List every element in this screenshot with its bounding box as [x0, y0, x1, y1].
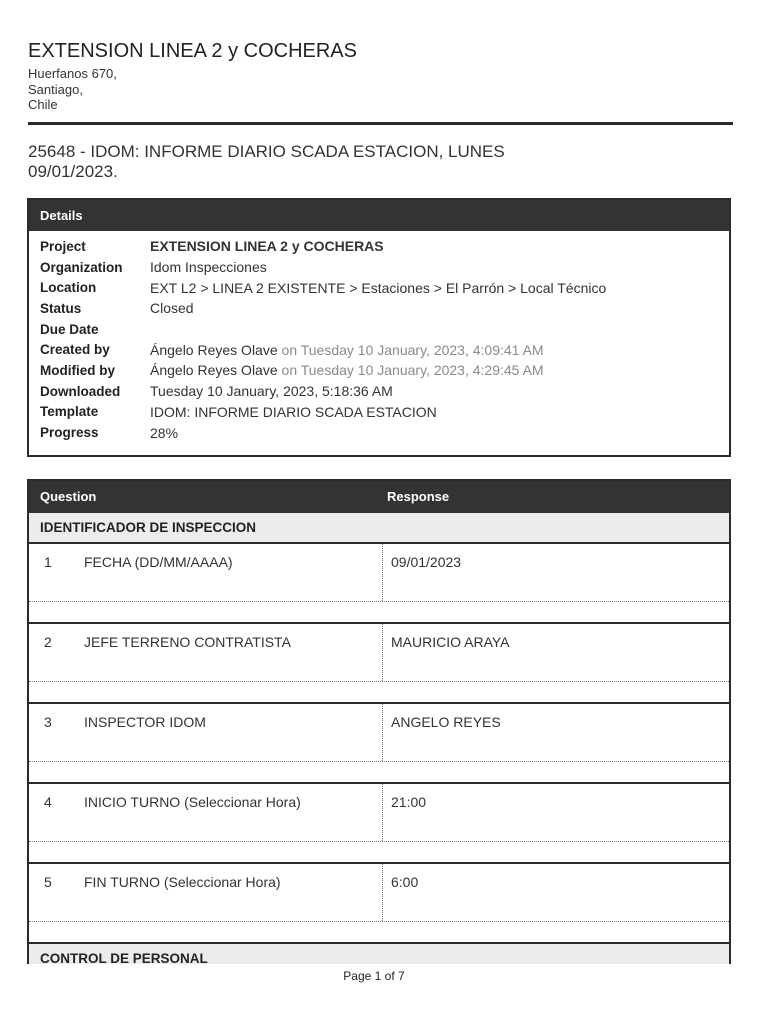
row-spacer	[29, 922, 729, 944]
detail-label: Status	[40, 300, 82, 316]
cell-divider	[382, 864, 383, 921]
detail-value: Tuesday 10 January, 2023, 5:18:36 AM	[150, 383, 393, 400]
cell-divider	[382, 624, 383, 681]
question-number: 3	[44, 714, 52, 730]
detail-label: Project	[40, 238, 86, 254]
page-number: Page 1 of 7	[343, 969, 405, 983]
question-table	[27, 479, 731, 964]
detail-row-progress	[29, 422, 729, 443]
question-text: INSPECTOR IDOM	[84, 714, 206, 730]
address-line: Santiago,	[28, 81, 83, 97]
response-text: 09/01/2023	[391, 554, 462, 570]
table-row	[29, 704, 729, 762]
table-row	[29, 784, 729, 842]
section-heading: CONTROL DE PERSONAL	[29, 944, 729, 964]
detail-row-project	[29, 236, 729, 257]
cell-divider	[382, 784, 383, 841]
question-text: JEFE TERRENO CONTRATISTA	[84, 634, 291, 650]
detail-row-due-date	[29, 319, 729, 340]
question-number: 4	[44, 794, 52, 810]
cell-divider	[382, 704, 383, 761]
report-title: 25648 - IDOM: INFORME DIARIO SCADA ESTACION, LUNES 09/01/2023.	[28, 142, 505, 181]
response-text: ANGELO REYES	[391, 714, 501, 730]
row-spacer	[29, 762, 729, 784]
response-text: MAURICIO ARAYA	[391, 634, 510, 650]
project-title: EXTENSION LINEA 2 y COCHERAS	[28, 40, 357, 62]
detail-value: 28%	[150, 424, 179, 441]
detail-row-organization	[29, 257, 729, 278]
row-spacer	[29, 842, 729, 864]
detail-value	[150, 362, 544, 378]
detail-value: Idom Inspecciones	[150, 259, 267, 276]
detail-value: Closed	[150, 300, 194, 317]
detail-row-created-by	[29, 339, 729, 360]
detail-label: Location	[40, 280, 97, 296]
response-text: 21:00	[391, 794, 427, 810]
detail-label: Template	[40, 404, 99, 420]
detail-value: EXTENSION LINEA 2 y COCHERAS	[150, 238, 384, 255]
created-timestamp: on Tuesday 10 January, 2023, 4:09:41 AM	[281, 341, 544, 358]
project-address	[28, 66, 117, 113]
detail-label: Created by	[40, 342, 110, 358]
address-line: Huerfanos 670,	[28, 66, 117, 81]
detail-row-modified-by	[29, 360, 729, 381]
creator-name: Ángelo Reyes Olave	[150, 341, 278, 358]
detail-value: IDOM: INFORME DIARIO SCADA ESTACION	[150, 403, 437, 420]
modified-timestamp: on Tuesday 10 January, 2023, 4:29:45 AM	[281, 362, 544, 379]
cell-divider	[382, 544, 383, 601]
table-row	[29, 544, 729, 602]
detail-label: Due Date	[40, 321, 99, 337]
detail-row-downloaded	[29, 381, 729, 402]
details-heading: Details	[29, 200, 729, 231]
row-spacer	[29, 682, 729, 704]
table-row	[29, 864, 729, 922]
detail-label: Modified by	[40, 362, 115, 378]
table-row	[29, 624, 729, 682]
question-number: 2	[44, 634, 52, 650]
column-header-question: Question	[40, 489, 97, 504]
row-spacer	[29, 602, 729, 624]
question-text: FIN TURNO (Seleccionar Hora)	[84, 874, 281, 890]
detail-label: Progress	[40, 425, 99, 441]
address-line: Chile	[28, 97, 58, 112]
section-heading: IDENTIFICADOR DE INSPECCION	[29, 513, 729, 544]
question-number: 5	[44, 874, 52, 890]
detail-label: Organization	[40, 259, 123, 275]
detail-value	[150, 342, 544, 358]
question-number: 1	[44, 554, 52, 570]
response-text: 6:00	[391, 874, 419, 890]
detail-value: EXT L2 > LINEA 2 EXISTENTE > Estaciones > El Parrón > Local Técnico	[150, 279, 607, 296]
table-header	[29, 481, 729, 513]
detail-row-template	[29, 402, 729, 423]
detail-row-status	[29, 298, 729, 319]
details-panel	[27, 198, 731, 457]
question-text: FECHA (DD/MM/AAAA)	[84, 554, 233, 570]
modifier-name: Ángelo Reyes Olave	[150, 362, 278, 379]
column-header-response: Response	[387, 489, 450, 504]
detail-row-location	[29, 277, 729, 298]
detail-label: Downloaded	[40, 383, 121, 399]
question-text: INICIO TURNO (Seleccionar Hora)	[84, 794, 301, 810]
header-divider	[28, 122, 733, 125]
